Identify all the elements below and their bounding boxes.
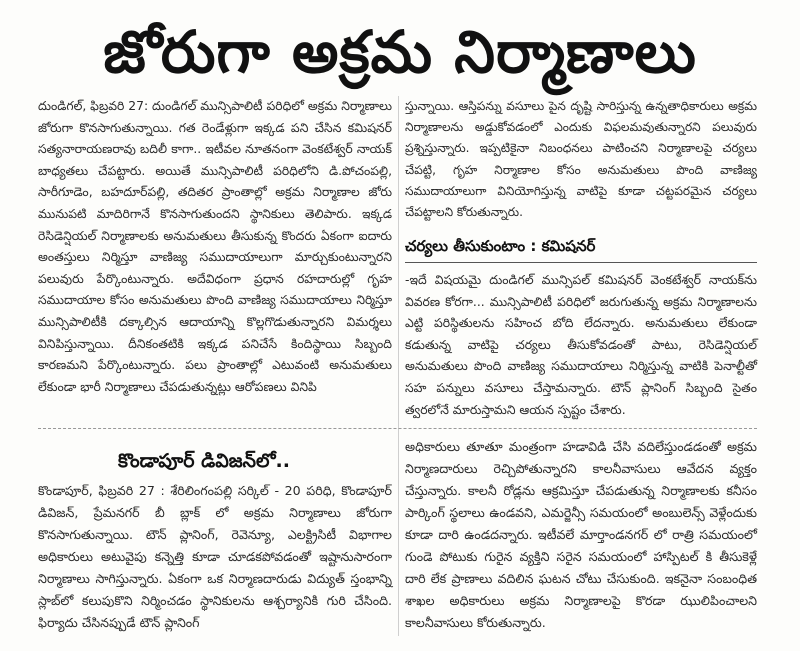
kondapur-article-right-text: అధికారులు తూతూ మంత్రంగా హడావిడి చేసి వదిలేస్తుండడంతో అక్రమ నిర్మాణదారులు రెచ్చిపోతున్నారని కాలనీవాసులు ఆవేదన వ్యక్తం చేస్తున్నారు. కాలనీ రోడ్లను ఆక్రమిస్తూ చేపడుతున్న నిర్మాణాలకు కనీసం పార్కింగ్ స్థలాలు ఉండవని, ఎమర్జెన్సీ సమయంలో అంబులెన్స్ వెళ్లేందుకు కూడా దారి ఉండదన్నారు. ఇటీవలే మార్తాండనగర్ లో రాత్రి సమయంలో గుండె పోటుకు గురైన వ్యక్తిని సరైన సమయంలో హాస్పిటల్ కి తీసుకెళ్లే దారి లేక ప్రాణాలు వదిలిన ఘటన చోటు చేసుకుంది. ఇకనైనా సంబంధిత శాఖల అధికారులు అక్రమ నిర్మాణాలపై కొరడా ఝులిపించాలని కాలనీవాసులు కోరుతున్నారు. [405,439,757,630]
main-article-left-text: దుండిగల్, ఫిబ్రవరి 27: దుండిగల్ మున్సిపాలిటీ పరిధిలో అక్రమ నిర్మాణాలు జోరుగా కొనసాగుతున్నాయి. గత రెండేళ్లుగా ఇక్కడ పని చేసిన కమిషనర్ సత్యనారాయణరావు బదిలీ కాగా.. ఇటీవల నూతనంగా వెంకటేశ్వర్ నాయక్ బాధ్యతలు చేపట్టారు. అయితే మున్సిపాలిటీ పరిధిలోని డి.పోచంపల్లి, సారీగూడెం, బహదూర్‌పల్లి, తదితర ప్రాంతాల్లో అక్రమ నిర్మాణాల జోరు మునుపటి మాదిరిగానే కొనసాగుతుందని స్థానికులు తెలిపారు. ఇక్కడ రెసిడెన్షియల్ నిర్మాణాలకు అనుమతులు తీసుకున్న కొందరు ఏకంగా ఐదారు అంతస్తులు నిర్మిస్తూ వాణిజ్య సముదాయాలుగా మార్చుకుంటున్నారని పలువురు పేర్కొంటున్నారు. అదేవిధంగా ప్రధాన రహదారుల్లో గృహ సముదాయాల కోసం అనుమతులు పొంది వాణిజ్య సముదాయాలు నిర్మిస్తూ మున్సిపాలిటీకి దక్కాల్సిన ఆదాయాన్ని కొల్లగొడుతున్నారని విమర్శలు వినిపిస్తున్నాయి. దీనికంతటికి ఇక్కడ పనిచేసే కిందిస్థాయి సిబ్బంది కారణమని పేర్కొంటున్నారు. పలు ప్రాంతాల్లో ఎటువంటి అనుమతులు లేకుండా భారీ నిర్మాణాలు చేపడుతున్నట్లు ఆరోపణలు వినిపి [38,99,392,394]
commissioner-subheading: చర్యలు తీసుకుంటాం : కమిషనర్ [405,237,596,255]
column-divider [398,96,399,636]
commissioner-quote-text: -ఇదే విషయమై దుండిగల్ మున్సిపల్ కమిషనర్ వెంకటేశ్వర్ నాయక్‌ను వివరణ కోరగా... మున్సిపాలిటీ పరిధిలో జరుగుతున్న అక్రమ నిర్మాణాలను ఎట్టి పరిస్థితులను సహించ బోది లేదన్నారు. అనుమతులు లేకుండా కడుతున్న వాటిపై చర్యలు తీసుకోవడంతో పాటు, రెసిడెన్షియల్ అనుమతులు పొంది వాణిజ్య సముదాయాలు నిర్మిస్తున్న వాటికి పెనాల్టీతో సహ పన్నులు వసూలు చేస్తామన్నారు. టౌన్ ప్లానింగ్ సిబ్బంది సైతం త్వరలోనే మారుస్తామని ఆయన స్పష్టం చేశారు. [405,273,757,417]
kondapur-subheading: కొండాపూర్ డివిజన్‌లో.. [118,450,290,472]
kondapur-article-left-column [38,480,392,635]
subheading-underline [405,262,757,263]
section-divider [38,428,757,429]
kondapur-article-left-text: కొండాపూర్, ఫిబ్రవరి 27 : శేరిలింగంపల్లి సర్కిల్ - 20 పరిధి, కొండాపూర్ డివిజన్, ప్రేమనగర్ బీ బ్లాక్ లో అక్రమ నిర్మాణాలు జోరుగా కొనసాగుతున్నాయి. టౌన్ ప్లానింగ్, రెవెన్యూ, ఎలక్ట్రిసిటీ విభాగాల అధికారులు అటువైపు కన్నెత్తి కూడా చూడకపోవడంతో ఇష్టానుసారంగా నిర్మాణాలు సాగిస్తున్నారు. ఏకంగా ఒక నిర్మాణదారుడు విద్యుత్ స్తంభాన్ని స్లాబ్‌లో కలుపుకొని నిర్మించడం స్థానికులను ఆశ్చర్యానికి గురి చేసింది. ఫిర్యాదు చేసినప్పుడే టౌన్ ప్లానింగ్ [38,483,392,630]
main-article-left-column [38,96,392,416]
headline: జోరుగా అక్రమ నిర్మాణాలు [103,18,697,86]
kondapur-article-right-column [405,436,757,636]
main-article-right-text: స్తున్నాయి. ఆస్తిపన్ను వసూలు పైన దృష్టి సారిస్తున్న ఉన్నతాధికారులు అక్రమ నిర్మాణాలను అడ్డుకోవడంలో ఎందుకు విఫలమవుతున్నారని పలువురు ప్రశ్నిస్తున్నారు. ఇప్పటికైనా నిబంధనలు పాటించని నిర్మాణాలపై చర్యలు చేపట్టి, గృహ నిర్మాణాల కోసం అనుమతులు పొంది వాణిజ్య సముదాయాలుగా వినియోగిస్తున్న వాటిపై కూడా చట్టపరమైన చర్యలు చేపట్టాలని కోరుతున్నారు. [405,99,757,220]
main-article-right-column [405,96,757,222]
commissioner-quote-column [405,270,757,420]
